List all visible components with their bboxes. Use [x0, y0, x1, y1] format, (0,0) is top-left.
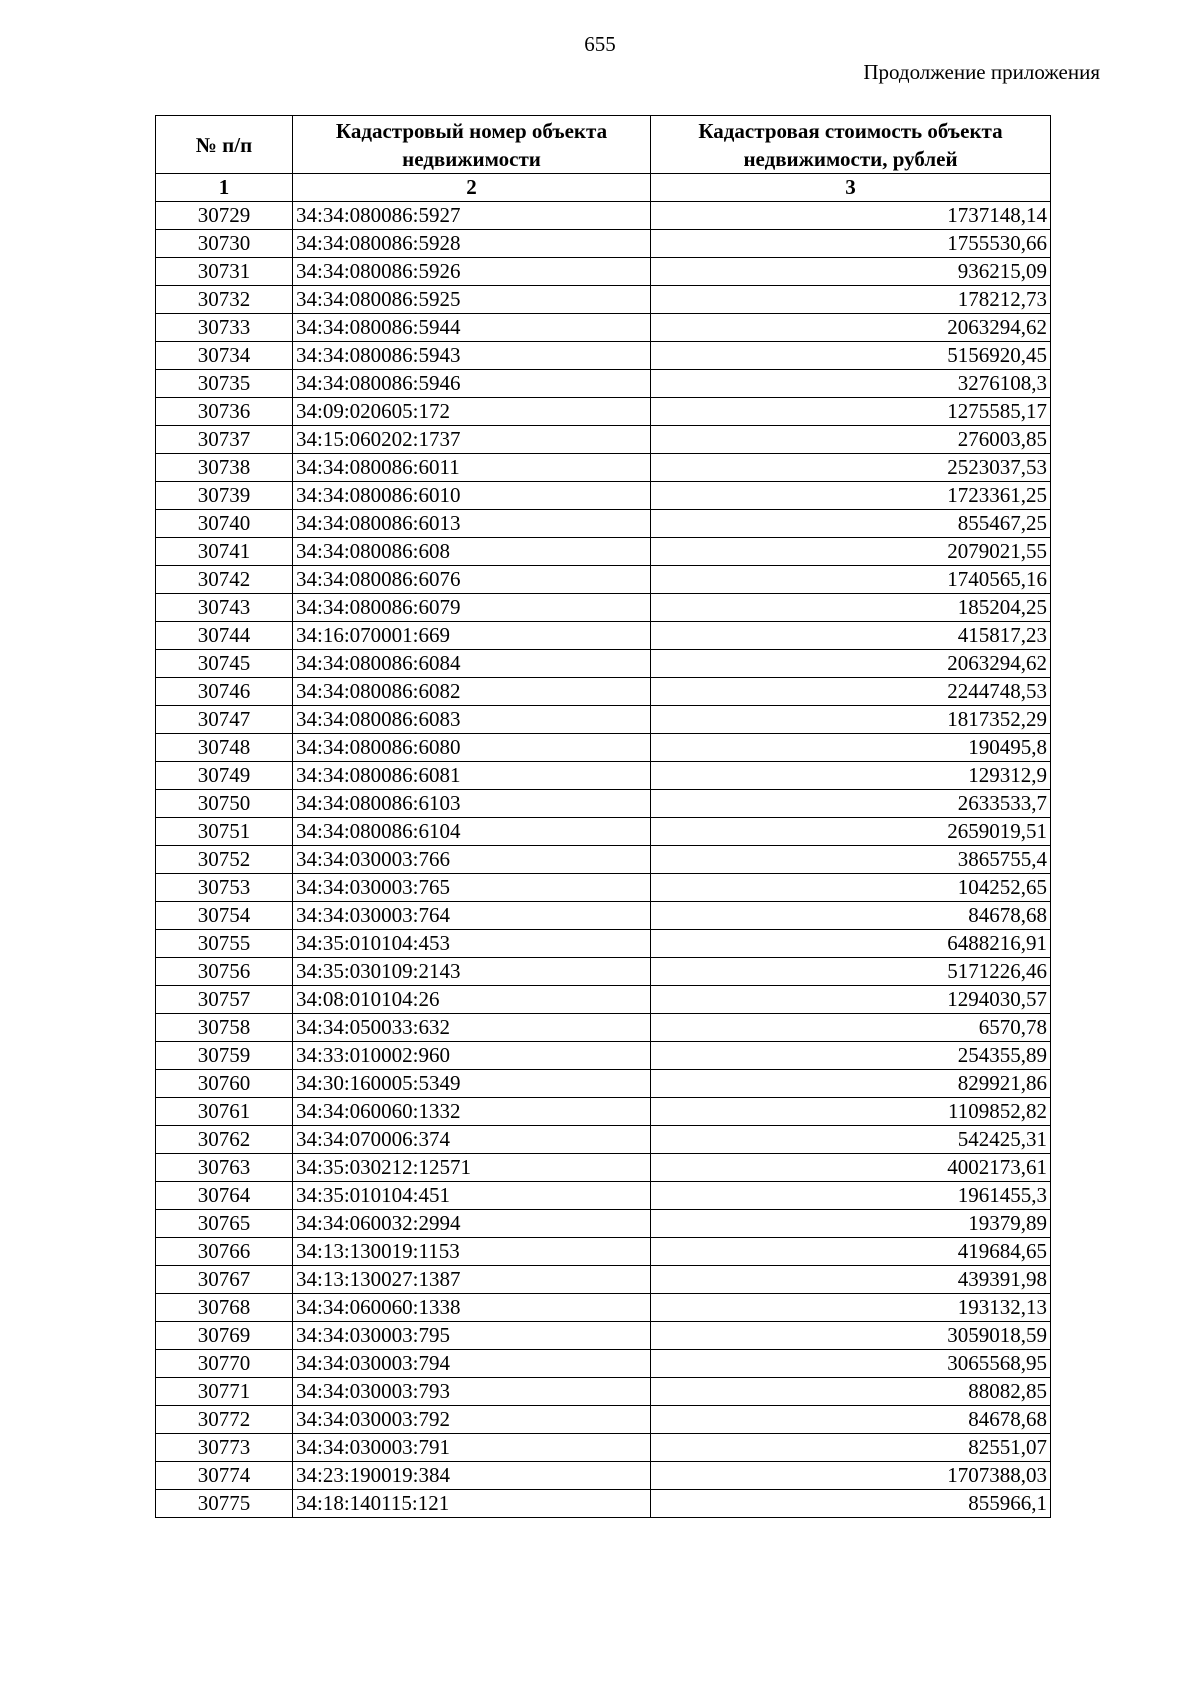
- cadastral-value-cell: 829921,86: [651, 1070, 1051, 1098]
- table-row: [156, 1266, 1051, 1294]
- cadastral-value-cell: 185204,25: [651, 594, 1051, 622]
- cadastral-number-cell: 34:34:080086:6084: [293, 650, 651, 678]
- cadastral-number-cell: 34:35:030212:12571: [293, 1154, 651, 1182]
- row-number-cell: 30752: [156, 846, 293, 874]
- table-row: [156, 650, 1051, 678]
- cadastral-value-cell: 2523037,53: [651, 454, 1051, 482]
- cadastral-number-cell: 34:34:030003:766: [293, 846, 651, 874]
- cadastral-number-cell: 34:35:010104:453: [293, 930, 651, 958]
- row-number-cell: 30758: [156, 1014, 293, 1042]
- table-row: [156, 1042, 1051, 1070]
- cadastral-value-cell: 3065568,95: [651, 1350, 1051, 1378]
- row-number-cell: 30768: [156, 1294, 293, 1322]
- row-number-cell: 30751: [156, 818, 293, 846]
- row-number-cell: 30739: [156, 482, 293, 510]
- cadastral-value-cell: 439391,98: [651, 1266, 1051, 1294]
- column-number-row: [156, 174, 1051, 202]
- cadastral-value-cell: 1723361,25: [651, 482, 1051, 510]
- cadastral-value-cell: 190495,8: [651, 734, 1051, 762]
- row-number-cell: 30767: [156, 1266, 293, 1294]
- cadastral-number-cell: 34:18:140115:121: [293, 1490, 651, 1518]
- row-number-cell: 30763: [156, 1154, 293, 1182]
- cadastral-value-cell: 2063294,62: [651, 650, 1051, 678]
- cadastral-number-cell: 34:34:030003:793: [293, 1378, 651, 1406]
- cadastral-value-cell: 88082,85: [651, 1378, 1051, 1406]
- cadastral-number-cell: 34:34:080086:6079: [293, 594, 651, 622]
- row-number-cell: 30771: [156, 1378, 293, 1406]
- cadastral-number-cell: 34:34:080086:5927: [293, 202, 651, 230]
- row-number-cell: 30759: [156, 1042, 293, 1070]
- table-row: [156, 1070, 1051, 1098]
- row-number-cell: 30735: [156, 370, 293, 398]
- cadastral-number-cell: 34:34:080086:6103: [293, 790, 651, 818]
- table-row: [156, 1126, 1051, 1154]
- row-number-cell: 30761: [156, 1098, 293, 1126]
- table-row: [156, 1350, 1051, 1378]
- cadastral-number-cell: 34:30:160005:5349: [293, 1070, 651, 1098]
- cadastral-value-cell: 3059018,59: [651, 1322, 1051, 1350]
- row-number-cell: 30762: [156, 1126, 293, 1154]
- column-number-1: 1: [156, 174, 293, 202]
- cadastral-value-cell: 129312,9: [651, 762, 1051, 790]
- row-number-cell: 30740: [156, 510, 293, 538]
- row-number-cell: 30736: [156, 398, 293, 426]
- cadastral-value-cell: 3865755,4: [651, 846, 1051, 874]
- table-row: [156, 706, 1051, 734]
- table-row: [156, 1490, 1051, 1518]
- row-number-cell: 30731: [156, 258, 293, 286]
- cadastral-value-cell: 82551,07: [651, 1434, 1051, 1462]
- cadastral-value-cell: 936215,09: [651, 258, 1051, 286]
- table-row: [156, 1406, 1051, 1434]
- cadastral-value-cell: 5156920,45: [651, 342, 1051, 370]
- table-row: [156, 1154, 1051, 1182]
- cadastral-number-cell: 34:13:130027:1387: [293, 1266, 651, 1294]
- cadastral-number-cell: 34:34:080086:6013: [293, 510, 651, 538]
- row-number-cell: 30733: [156, 314, 293, 342]
- table-row: [156, 510, 1051, 538]
- cadastral-value-cell: 855467,25: [651, 510, 1051, 538]
- cadastral-number-cell: 34:34:080086:5946: [293, 370, 651, 398]
- table-row: [156, 790, 1051, 818]
- row-number-cell: 30757: [156, 986, 293, 1014]
- cadastral-value-cell: 6488216,91: [651, 930, 1051, 958]
- table-row: [156, 1014, 1051, 1042]
- table-row: [156, 1378, 1051, 1406]
- table-row: [156, 1294, 1051, 1322]
- cadastral-number-cell: 34:15:060202:1737: [293, 426, 651, 454]
- cadastral-value-cell: 3276108,3: [651, 370, 1051, 398]
- cadastral-value-cell: 1109852,82: [651, 1098, 1051, 1126]
- table-row: [156, 286, 1051, 314]
- table-row: [156, 846, 1051, 874]
- row-number-cell: 30749: [156, 762, 293, 790]
- column-number-2: 2: [293, 174, 651, 202]
- cadastral-value-cell: 84678,68: [651, 1406, 1051, 1434]
- row-number-cell: 30766: [156, 1238, 293, 1266]
- table-row: [156, 902, 1051, 930]
- row-number-cell: 30741: [156, 538, 293, 566]
- cadastral-value-cell: 2079021,55: [651, 538, 1051, 566]
- table-row: [156, 538, 1051, 566]
- row-number-cell: 30769: [156, 1322, 293, 1350]
- cadastral-value-cell: 542425,31: [651, 1126, 1051, 1154]
- table-row: [156, 1238, 1051, 1266]
- row-number-cell: 30747: [156, 706, 293, 734]
- row-number-cell: 30745: [156, 650, 293, 678]
- cadastral-number-cell: 34:34:060060:1332: [293, 1098, 651, 1126]
- row-number-cell: 30737: [156, 426, 293, 454]
- cadastral-number-cell: 34:34:080086:6076: [293, 566, 651, 594]
- row-number-cell: 30773: [156, 1434, 293, 1462]
- cadastral-number-cell: 34:34:030003:765: [293, 874, 651, 902]
- cadastral-value-cell: 419684,65: [651, 1238, 1051, 1266]
- cadastral-number-cell: 34:09:020605:172: [293, 398, 651, 426]
- cadastral-value-cell: 1737148,14: [651, 202, 1051, 230]
- row-number-cell: 30746: [156, 678, 293, 706]
- cadastral-number-cell: 34:34:080086:5928: [293, 230, 651, 258]
- row-number-cell: 30748: [156, 734, 293, 762]
- cadastral-number-cell: 34:34:030003:791: [293, 1434, 651, 1462]
- cadastral-value-cell: 178212,73: [651, 286, 1051, 314]
- table-row: [156, 314, 1051, 342]
- cadastral-value-cell: 4002173,61: [651, 1154, 1051, 1182]
- page-number: 655: [584, 32, 616, 56]
- header-cadastral-number: Кадастровый номер объекта недвижимости: [293, 116, 651, 174]
- cadastral-number-cell: 34:35:010104:451: [293, 1182, 651, 1210]
- cadastral-value-cell: 1294030,57: [651, 986, 1051, 1014]
- table-row: [156, 958, 1051, 986]
- cadastral-number-cell: 34:34:030003:794: [293, 1350, 651, 1378]
- row-number-cell: 30756: [156, 958, 293, 986]
- row-number-cell: 30770: [156, 1350, 293, 1378]
- cadastral-value-cell: 2063294,62: [651, 314, 1051, 342]
- cadastral-number-cell: 34:34:080086:608: [293, 538, 651, 566]
- cadastral-value-cell: 1275585,17: [651, 398, 1051, 426]
- cadastral-value-cell: 254355,89: [651, 1042, 1051, 1070]
- cadastral-value-cell: 1707388,03: [651, 1462, 1051, 1490]
- row-number-cell: 30734: [156, 342, 293, 370]
- table-row: [156, 1462, 1051, 1490]
- cadastral-number-cell: 34:33:010002:960: [293, 1042, 651, 1070]
- cadastral-number-cell: 34:34:080086:5944: [293, 314, 651, 342]
- table-row: [156, 594, 1051, 622]
- cadastral-value-cell: 276003,85: [651, 426, 1051, 454]
- row-number-cell: 30732: [156, 286, 293, 314]
- table-row: [156, 1434, 1051, 1462]
- cadastral-value-cell: 1817352,29: [651, 706, 1051, 734]
- table-row: [156, 202, 1051, 230]
- cadastral-number-cell: 34:34:080086:6080: [293, 734, 651, 762]
- cadastral-number-cell: 34:34:080086:6081: [293, 762, 651, 790]
- row-number-cell: 30764: [156, 1182, 293, 1210]
- cadastral-value-table: [155, 115, 1051, 1518]
- continuation-caption: Продолжение приложения: [863, 60, 1100, 84]
- table-row: [156, 818, 1051, 846]
- cadastral-value-cell: 84678,68: [651, 902, 1051, 930]
- table-row: [156, 482, 1051, 510]
- row-number-cell: 30755: [156, 930, 293, 958]
- row-number-cell: 30729: [156, 202, 293, 230]
- table-row: [156, 566, 1051, 594]
- row-number-cell: 30774: [156, 1462, 293, 1490]
- cadastral-value-cell: 1755530,66: [651, 230, 1051, 258]
- cadastral-number-cell: 34:34:080086:6104: [293, 818, 651, 846]
- row-number-cell: 30775: [156, 1490, 293, 1518]
- table-row: [156, 622, 1051, 650]
- table-row: [156, 1098, 1051, 1126]
- row-number-cell: 30760: [156, 1070, 293, 1098]
- cadastral-number-cell: 34:13:130019:1153: [293, 1238, 651, 1266]
- header-cadastral-value: Кадастровая стоимость объекта недвижимости, рублей: [651, 116, 1051, 174]
- column-number-3: 3: [651, 174, 1051, 202]
- cadastral-number-cell: 34:08:010104:26: [293, 986, 651, 1014]
- cadastral-number-cell: 34:34:060032:2994: [293, 1210, 651, 1238]
- cadastral-value-cell: 415817,23: [651, 622, 1051, 650]
- row-number-cell: 30750: [156, 790, 293, 818]
- header-row-number: № п/п: [156, 116, 293, 174]
- row-number-cell: 30744: [156, 622, 293, 650]
- table-row: [156, 734, 1051, 762]
- cadastral-value-cell: 2244748,53: [651, 678, 1051, 706]
- table-row: [156, 454, 1051, 482]
- table-row: [156, 1210, 1051, 1238]
- table-row: [156, 426, 1051, 454]
- cadastral-value-cell: 19379,89: [651, 1210, 1051, 1238]
- cadastral-number-cell: 34:34:070006:374: [293, 1126, 651, 1154]
- cadastral-number-cell: 34:23:190019:384: [293, 1462, 651, 1490]
- table-header-row: [156, 116, 1051, 174]
- cadastral-number-cell: 34:34:080086:5926: [293, 258, 651, 286]
- cadastral-number-cell: 34:35:030109:2143: [293, 958, 651, 986]
- table-row: [156, 230, 1051, 258]
- cadastral-number-cell: 34:34:080086:6082: [293, 678, 651, 706]
- row-number-cell: 30753: [156, 874, 293, 902]
- cadastral-number-cell: 34:34:060060:1338: [293, 1294, 651, 1322]
- cadastral-value-cell: 2633533,7: [651, 790, 1051, 818]
- table-row: [156, 1182, 1051, 1210]
- row-number-cell: 30730: [156, 230, 293, 258]
- table-row: [156, 398, 1051, 426]
- cadastral-value-cell: 6570,78: [651, 1014, 1051, 1042]
- table-row: [156, 342, 1051, 370]
- row-number-cell: 30765: [156, 1210, 293, 1238]
- cadastral-value-cell: 855966,1: [651, 1490, 1051, 1518]
- cadastral-value-cell: 2659019,51: [651, 818, 1051, 846]
- row-number-cell: 30743: [156, 594, 293, 622]
- cadastral-number-cell: 34:34:030003:792: [293, 1406, 651, 1434]
- table-body: [156, 202, 1051, 1518]
- row-number-cell: 30738: [156, 454, 293, 482]
- cadastral-value-cell: 104252,65: [651, 874, 1051, 902]
- table-row: [156, 930, 1051, 958]
- row-number-cell: 30754: [156, 902, 293, 930]
- table-row: [156, 258, 1051, 286]
- row-number-cell: 30772: [156, 1406, 293, 1434]
- cadastral-number-cell: 34:16:070001:669: [293, 622, 651, 650]
- cadastral-number-cell: 34:34:080086:6083: [293, 706, 651, 734]
- cadastral-number-cell: 34:34:080086:5925: [293, 286, 651, 314]
- cadastral-number-cell: 34:34:080086:6011: [293, 454, 651, 482]
- table-row: [156, 762, 1051, 790]
- row-number-cell: 30742: [156, 566, 293, 594]
- cadastral-value-cell: 5171226,46: [651, 958, 1051, 986]
- cadastral-value-cell: 193132,13: [651, 1294, 1051, 1322]
- table-row: [156, 678, 1051, 706]
- table-row: [156, 1322, 1051, 1350]
- cadastral-number-cell: 34:34:030003:764: [293, 902, 651, 930]
- cadastral-value-cell: 1740565,16: [651, 566, 1051, 594]
- cadastral-number-cell: 34:34:050033:632: [293, 1014, 651, 1042]
- table-row: [156, 874, 1051, 902]
- cadastral-number-cell: 34:34:030003:795: [293, 1322, 651, 1350]
- cadastral-number-cell: 34:34:080086:5943: [293, 342, 651, 370]
- table-row: [156, 986, 1051, 1014]
- cadastral-value-cell: 1961455,3: [651, 1182, 1051, 1210]
- table-row: [156, 370, 1051, 398]
- cadastral-number-cell: 34:34:080086:6010: [293, 482, 651, 510]
